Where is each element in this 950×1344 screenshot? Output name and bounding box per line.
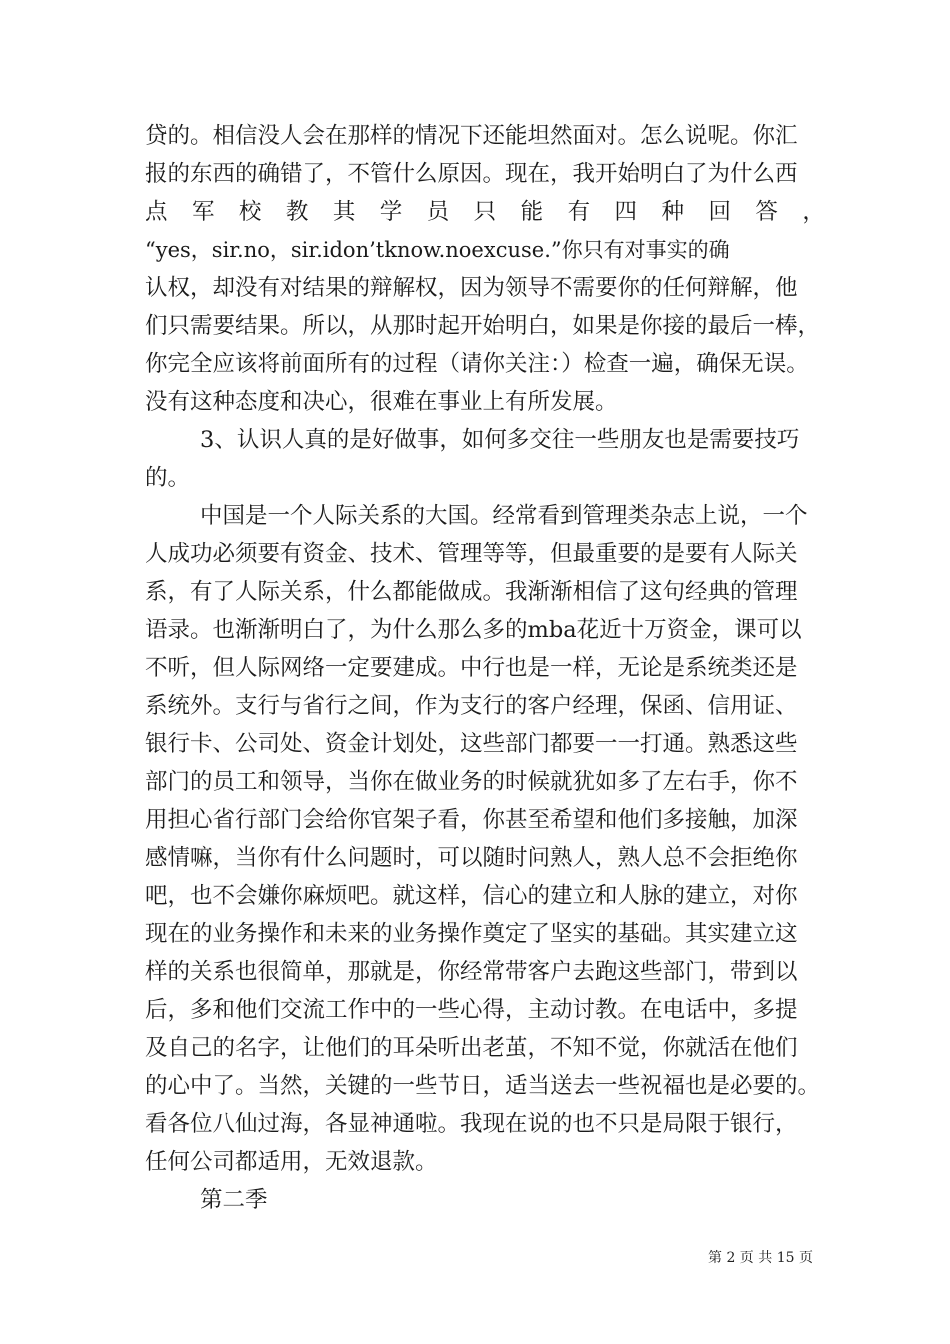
text-line: 们只需要结果。所以，从那时起开始明白，如果是你接的最后一棒， <box>145 313 821 339</box>
char: 教 <box>285 199 309 225</box>
text-line: 贷的。相信没人会在那样的情况下还能坦然面对。怎么说呢。你汇 <box>145 123 798 149</box>
text-line: 部门的员工和领导，当你在做业务的时候就犹如多了左右手，你不 <box>145 769 798 795</box>
text-line: 你完全应该将前面所有的过程（请你关注：）检查一遍，确保无误。 <box>145 351 809 377</box>
char: 员 <box>426 199 450 225</box>
text-line: 系统外。支行与省行之间，作为支行的客户经理，保函、信用证、 <box>145 693 798 719</box>
char: 回 <box>708 199 731 225</box>
text-line: 及自己的名字，让他们的耳朵听出老茧，不知不觉，你就活在他们 <box>145 1035 798 1061</box>
text-line: 没有这种态度和决心，很难在事业上有所发展。 <box>145 389 618 415</box>
char: 能 <box>520 199 544 225</box>
text-line: 看各位八仙过海，各显神通啦。我现在说的也不只是局限于银行， <box>145 1111 798 1137</box>
text-line: 现在的业务操作和未来的业务操作奠定了坚实的基础。其实建立这 <box>145 921 798 947</box>
text-line: 感情嘛，当你有什么问题时，可以随时问熟人，熟人总不会拒绝你 <box>145 845 798 871</box>
char: 学 <box>379 199 403 225</box>
text-line-justified <box>145 193 825 231</box>
text-line: 的心中了。当然，关键的一些节日，适当送去一些祝福也是必要的。 <box>145 1073 821 1099</box>
paragraph-start: 中国是一个人际关系的大国。经常看到管理类杂志上说，一个 <box>200 503 808 529</box>
text-line: 样的关系也很简单，那就是，你经常带客户去跑这些部门，带到以 <box>145 959 798 985</box>
char: 种 <box>661 199 684 225</box>
char: 其 <box>332 199 356 225</box>
text-line: “yes，sir.no，sir.idon’tknow.noexcuse.”你只有对事实的确 <box>145 238 730 262</box>
char: 四 <box>614 199 638 225</box>
text-line: 系，有了人际关系，什么都能做成。我渐渐相信了这句经典的管理 <box>145 579 798 605</box>
text-line: 后，多和他们交流工作中的一些心得，主动讨教。在电话中，多提 <box>145 997 798 1023</box>
char: 答 <box>755 199 778 225</box>
text-line: 认权，却没有对结果的辩解权，因为领导不需要你的任何辩解，他 <box>145 275 798 301</box>
text-line: 不听，但人际网络一定要建成。中行也是一样，无论是系统类还是 <box>145 655 798 681</box>
char: ， <box>802 199 825 225</box>
text-line: 任何公司都适用，无效退款。 <box>145 1149 438 1175</box>
page-number-footer: 第 2 页 共 15 页 <box>708 1250 813 1266</box>
text-line: 吧，也不会嫌你麻烦吧。就这样，信心的建立和人脉的建立，对你 <box>145 883 798 909</box>
text-line: 银行卡、公司处、资金计划处，这些部门都要一一打通。熟悉这些 <box>145 731 798 757</box>
char: 军 <box>191 199 215 225</box>
text-line: 报的东西的确错了，不管什么原因。现在，我开始明白了为什么西 <box>145 161 798 187</box>
section-heading: 3、认识人真的是好做事，如何多交往一些朋友也是需要技巧 <box>200 427 800 453</box>
section-title: 第二季 <box>200 1187 268 1213</box>
text-line: 人成功必须要有资金、技术、管理等等，但最重要的是要有人际关 <box>145 541 798 567</box>
char: 只 <box>473 199 497 225</box>
char: 有 <box>567 199 591 225</box>
char: 校 <box>238 199 262 225</box>
text-line: 的。 <box>145 465 191 491</box>
text-line: 语录。也渐渐明白了，为什么那么多的mba花近十万资金，课可以 <box>145 617 802 643</box>
text-line: 用担心省行部门会给你官架子看，你甚至希望和他们多接触，加深 <box>145 807 798 833</box>
char: 点 <box>145 199 168 225</box>
